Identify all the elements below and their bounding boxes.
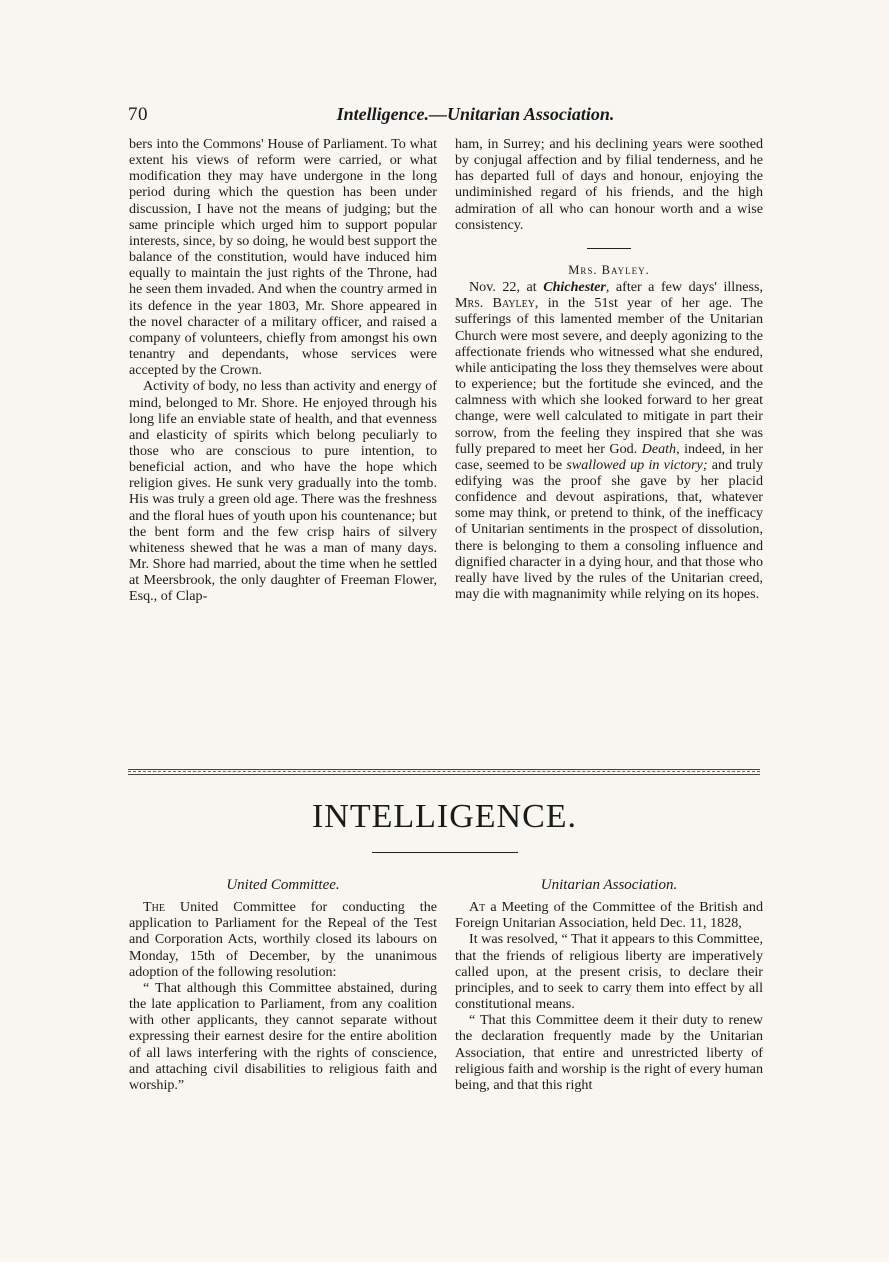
lead-word: The [143, 899, 165, 916]
paragraph: “ That although this Committee abstained, during the late application to Parliament, from any coalition with other applicants, they cannot separate without expressing their earnest desire for the entire abolition of all laws interfering with the rights of conscience, and attaching civil disabilities to religious faith and worship.” [129, 979, 437, 1093]
obituary-name: Mrs. Bayley [455, 295, 535, 312]
unitarian-association-column [455, 877, 763, 1093]
lead-word: At [469, 899, 486, 916]
paragraph: “ That this Committee deem it their duty to renew the declaration frequently made by the Unitarian Association, that entire and unrestricted liberty of religious faith and worship is the right of every human being, and that this right [455, 1012, 763, 1093]
paragraph [455, 899, 763, 931]
obituary-emphasis: Death [641, 440, 677, 457]
obituary-place: Chichester [543, 279, 606, 296]
section-divider [128, 769, 760, 775]
obituary-text: , after a few days' illness, [605, 279, 763, 296]
paragraph: Activity of body, no less than activity and energy of mind, belonged to Mr. Shore. He enjoyed through his long life an enviable state of health, and that evenness and elasticity of spirits which belong peculiarly to those who are conscious to pure intention, to beneficial action, and who have the hope which religion gives. He sunk very gradually into the tomb. His was truly a green old age. There was the freshness and the floral hues of youth upon his countenance; but the bent form and the few crisp hairs of silvery whiteness shewed that he was a man of many days. Mr. Shore had married, about the time when he settled at Meersbrook, the only daughter of Freeman Flower, Esq., of Clap- [129, 378, 437, 605]
obituary-heading: Mrs. Bayley. [568, 262, 650, 277]
obituary-date: Nov. 22, at [469, 279, 544, 296]
united-committee-heading: United Committee. [226, 877, 340, 893]
section-divider-dashes [128, 771, 760, 772]
obituary-text: and truly edifying was the proof she gave by her placid confidence and devout aspirations, that, whatever some may think, or pretend to think, of the inefficacy of Unitarian sentiments in the prospect of dissolution, there is belonging to them a consoling influence and dignified character in a dying hour, and that those who really have lived by the rules of the Unitarian creed, may die with magnanimity while relying on its hopes. [455, 456, 763, 603]
unitarian-association-heading: Unitarian Association. [540, 877, 678, 893]
page-number: 70 [128, 104, 148, 125]
divider-rule [587, 248, 631, 249]
running-head: Intelligence.—Unitarian Association. [336, 104, 615, 124]
paragraph: It was resolved, “ That it appears to this Committee, that the friends of religious liberty are imperatively called upon, at the present crisis, to declare their principles, and to seek to carry them into effect by all constitutional means. [455, 931, 763, 1013]
obituary-text: , in the 51st year of her age. The sufferings of this lamented member of the Unitarian Church were most severe, and deeply agonizing to the affectionate friends who witnessed what she endured, while anticipating the loss they themselves were about to experience; but the fortitude she evinced, and the calmness with which she looked forward to her great change, were well calculated to mitigate in part their sorrow, from the feeling they inspired that she was fully prepared to meet her God. [455, 295, 763, 457]
obituary-scripture: swallowed up in victory; [566, 456, 708, 473]
paragraph: ham, in Surrey; and his declining years were soothed by conjugal affection and by filial tenderness, and he has departed full of days and honour, enjoying the undiminished regard of his friends, and the high admiration of all who can honour worth and a wise consistency. [455, 136, 763, 233]
obituary-paragraph [455, 279, 763, 602]
paragraph: bers into the Commons' House of Parliament. To what extent his views of reform were carried, or what modification they may have undergone in the long period during which the question has been under discussion, I have not the means of judging; but the same principle which urged him to support popular interests, since, by so doing, he would best support the balance of the constitution, would have induced him equally to maintain the just rights of the Throne, had he seen them invaded. And when the country armed in its defence in the year 1803, Mr. Shore appeared in the novel character of a military officer, and raised a company of volunteers, chiefly from amongst his own tenantry and dependants, whose services were accepted by the Crown. [129, 136, 437, 379]
paragraph-text: a Meeting of the Committee of the British and Foreign Unitarian Association, held Dec. 11, 1828, [455, 899, 763, 932]
paragraph-text: United Committee for conducting the application to Parliament for the Repeal of the Test and Corporation Acts, worthily closed its labours on Monday, 15th of December, by the unanimous adoption of the following resolution: [129, 899, 437, 980]
section-title: INTELLIGENCE. [311, 798, 578, 835]
top-left-column [129, 136, 437, 605]
united-committee-column [129, 877, 437, 1093]
obituary-text: , indeed, in her case, seemed to be [455, 440, 763, 473]
paragraph [129, 899, 437, 980]
top-right-column [455, 136, 763, 602]
title-rule [372, 852, 518, 853]
